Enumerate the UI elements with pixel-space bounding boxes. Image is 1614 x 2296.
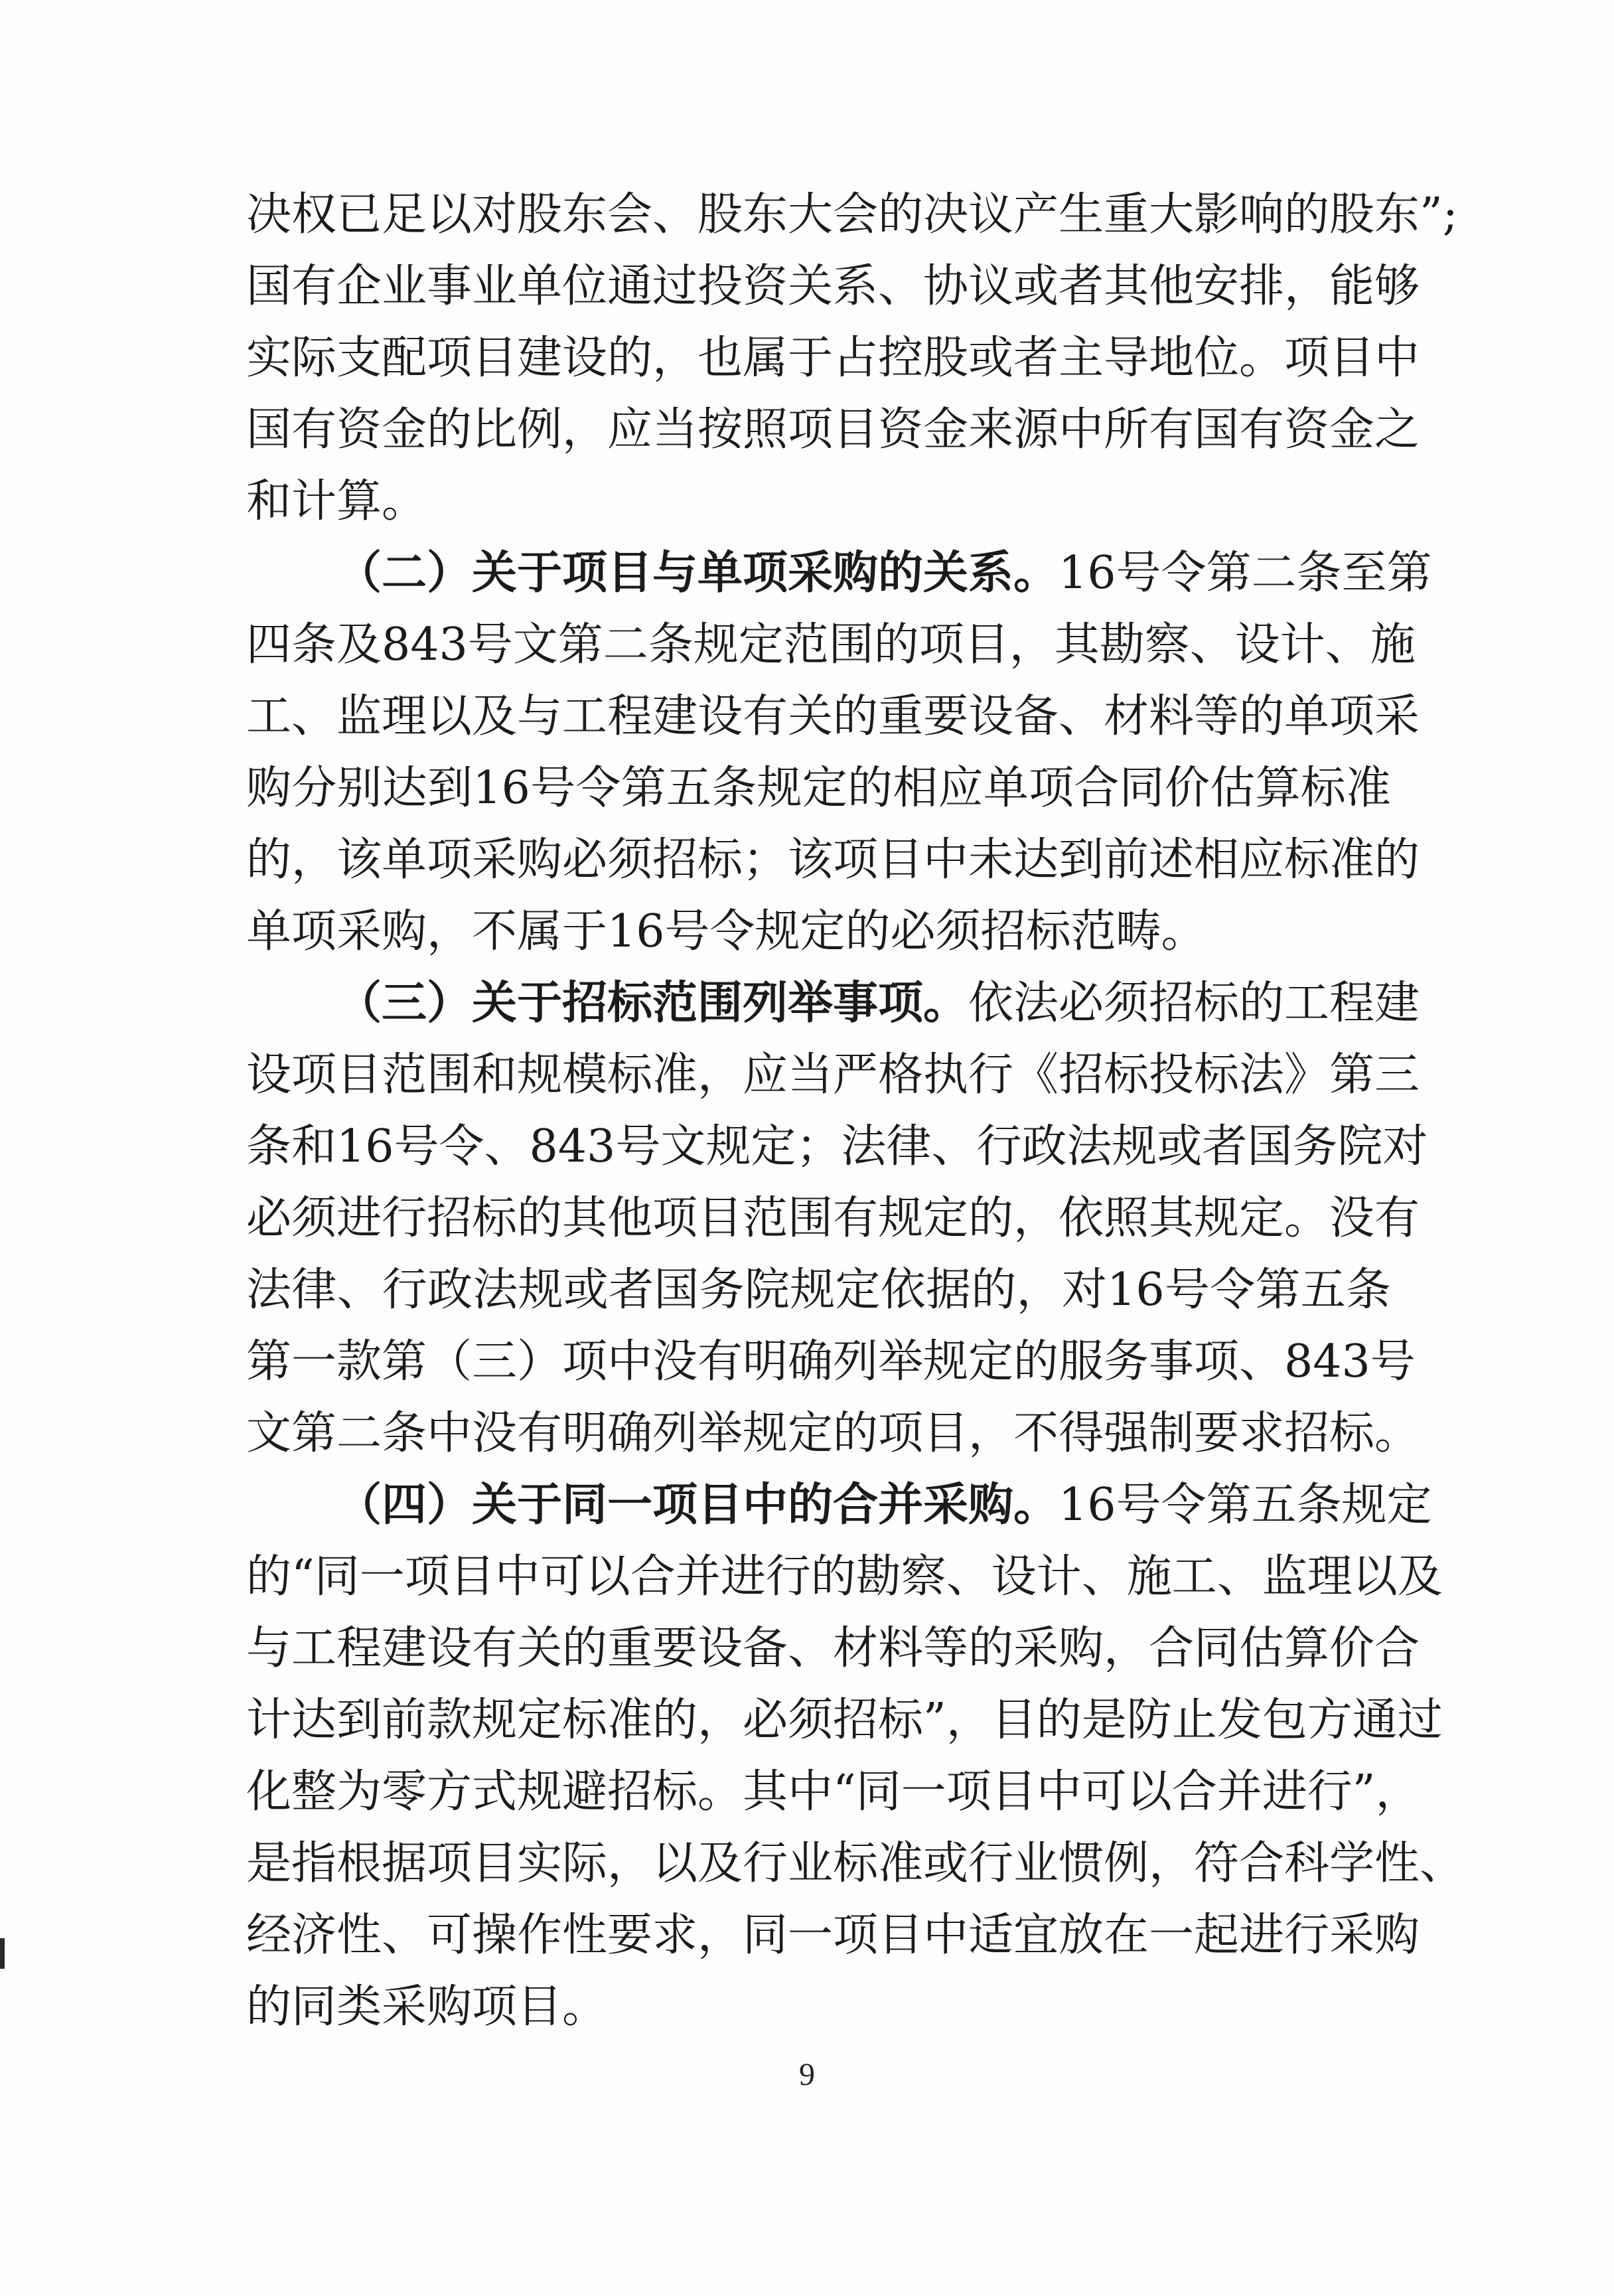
text-line: 与工程建设有关的重要设备、材料等的采购，合同估算价合 xyxy=(246,1622,1420,1675)
paragraph-first-line xyxy=(246,968,1420,1039)
text-line: 单项采购，不属于16号令规定的必须招标范畴。 xyxy=(246,905,1207,958)
text-line: 工、监理以及与工程建设有关的重要设备、材料等的单项采 xyxy=(246,690,1420,743)
paragraph-first-line xyxy=(246,538,1432,609)
text-line: 国有资金的比例，应当按照项目资金来源中所有国有资金之 xyxy=(246,404,1420,456)
text-line: 的，该单项采购必须招标；该项目中未达到前述相应标准的 xyxy=(246,834,1420,886)
paragraph-4 xyxy=(246,1470,1465,2043)
text-line: 文第二条中没有明确列举规定的项目，不得强制要求招标。 xyxy=(246,1407,1420,1460)
text-line: 是指根据项目实际，以及行业标准或行业惯例，符合科学性、 xyxy=(246,1837,1465,1890)
paragraph-first-line xyxy=(246,1470,1432,1541)
page-number: 9 xyxy=(799,2057,815,2092)
text-line: 条和16号令、843号文规定；法律、行政法规或者国务院对 xyxy=(246,1120,1428,1173)
text-line: 必须进行招标的其他项目范围有规定的，依照其规定。没有 xyxy=(246,1192,1420,1245)
text-line: 第一款第（三）项中没有明确列举规定的服务事项、843号 xyxy=(246,1336,1416,1388)
text-line: 设项目范围和规模标准，应当严格执行《招标投标法》第三 xyxy=(246,1049,1420,1101)
section-heading: （三）关于招标范围列举事项。 xyxy=(336,977,969,1030)
text-run: 16号令第二条至第 xyxy=(1059,547,1432,599)
document-body xyxy=(246,179,1465,2043)
text-line: 化整为零方式规避招标。其中“同一项目中可以合并进行”， xyxy=(246,1766,1421,1818)
scan-edge-mark xyxy=(0,1938,5,1969)
paragraph-3 xyxy=(246,968,1428,1470)
text-line: 的“同一项目中可以合并进行的勘察、设计、施工、监理以及 xyxy=(246,1551,1443,1603)
text-line: 和计算。 xyxy=(246,475,427,528)
section-heading: （四）关于同一项目中的合并采购。 xyxy=(336,1479,1059,1531)
text-line: 的同类采购项目。 xyxy=(246,1981,608,2033)
text-run: 依法必须招标的工程建 xyxy=(968,977,1420,1030)
section-heading: （二）关于项目与单项采购的关系。 xyxy=(336,547,1059,599)
text-line: 实际支配项目建设的，也属于占控股或者主导地位。项目中 xyxy=(246,332,1420,384)
paragraph-1 xyxy=(246,179,1458,538)
text-run: 16号令第五条规定 xyxy=(1059,1479,1432,1531)
paragraph-2 xyxy=(246,538,1432,968)
text-line: 决权已足以对股东会、股东大会的决议产生重大影响的股东”; xyxy=(246,189,1458,241)
text-line: 经济性、可操作性要求，同一项目中适宜放在一起进行采购 xyxy=(246,1909,1420,1961)
text-line: 国有企业事业单位通过投资关系、协议或者其他安排，能够 xyxy=(246,260,1420,313)
text-line: 计达到前款规定标准的，必须招标”，目的是防止发包方通过 xyxy=(246,1694,1443,1746)
text-line: 四条及843号文第二条规定范围的项目，其勘察、设计、施 xyxy=(246,619,1416,671)
text-line: 法律、行政法规或者国务院规定依据的，对16号令第五条 xyxy=(246,1264,1391,1316)
text-line: 购分别达到16号令第五条规定的相应单项合同价估算标准 xyxy=(246,762,1391,814)
